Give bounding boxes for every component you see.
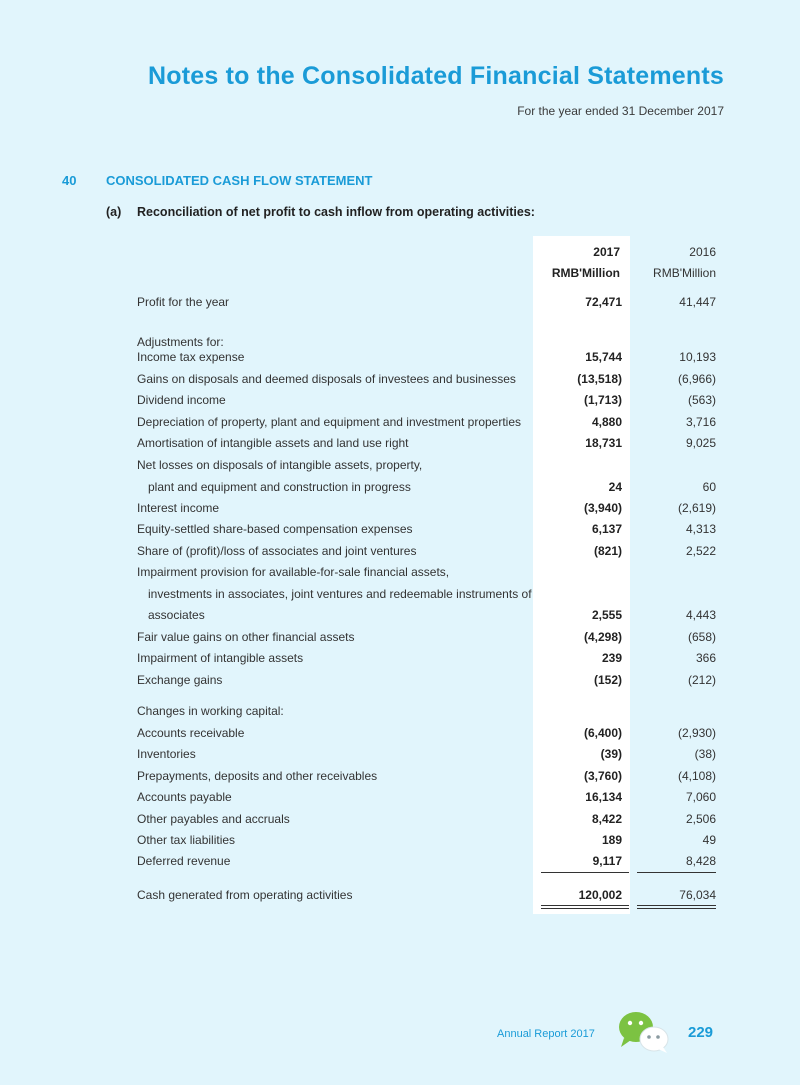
page-number: 229 xyxy=(688,1024,714,1041)
row-value-current: (3,940) xyxy=(583,501,622,515)
row-value-prior: (2,930) xyxy=(677,726,716,740)
table-row xyxy=(0,294,800,310)
row-value-prior: (4,108) xyxy=(677,769,716,783)
table-row xyxy=(0,672,800,688)
row-value-current: (6,400) xyxy=(583,726,622,740)
table-row xyxy=(0,607,800,623)
row-value-current: (152) xyxy=(593,673,622,687)
row-label: Profit for the year xyxy=(137,295,230,309)
row-value-current: 120,002 xyxy=(578,888,622,902)
row-value-current: (821) xyxy=(593,544,622,558)
row-value-current: (39) xyxy=(600,747,622,761)
row-value-prior: 2,506 xyxy=(685,812,716,826)
table-row xyxy=(0,500,800,516)
row-value-prior: (38) xyxy=(694,747,716,761)
row-value-current: 15,744 xyxy=(585,350,622,364)
row-value-prior: (563) xyxy=(687,393,716,407)
row-value-prior: 4,443 xyxy=(685,608,716,622)
section-title: CONSOLIDATED CASH FLOW STATEMENT xyxy=(106,173,373,188)
table-row xyxy=(0,414,800,430)
row-label: Interest income xyxy=(137,501,220,515)
row-value-prior: 8,428 xyxy=(685,854,716,868)
table-row xyxy=(0,564,800,580)
row-label: Prepayments, deposits and other receivables xyxy=(137,769,378,783)
row-value-current: 72,471 xyxy=(585,295,622,309)
row-label: Amortisation of intangible assets and land use right xyxy=(137,436,409,450)
row-label: Other payables and accruals xyxy=(137,812,290,826)
row-value-prior: (658) xyxy=(687,630,716,644)
row-label: Accounts payable xyxy=(137,790,232,804)
column-unit-current: RMB'Million xyxy=(551,266,620,280)
subtotal-rule-current xyxy=(541,872,629,873)
table-row xyxy=(0,725,800,741)
subtotal-rule-prior xyxy=(637,872,716,873)
row-label: associates xyxy=(148,608,205,622)
row-label: Share of (profit)/loss of associates and joint ventures xyxy=(137,544,417,558)
row-label: plant and equipment and construction in progress xyxy=(148,480,411,494)
row-value-current: (1,713) xyxy=(583,393,622,407)
table-row xyxy=(0,650,800,666)
table-row xyxy=(0,586,800,602)
row-value-prior: 7,060 xyxy=(685,790,716,804)
row-value-prior: (2,619) xyxy=(677,501,716,515)
table-row xyxy=(0,703,800,719)
table-row xyxy=(0,543,800,559)
column-year-prior: 2016 xyxy=(689,245,716,259)
row-value-current: (13,518) xyxy=(577,372,622,386)
total-double-rule-prior-b xyxy=(637,908,716,909)
row-label: investments in associates, joint ventures and redeemable instruments of xyxy=(148,587,532,601)
row-value-prior: (212) xyxy=(687,673,716,687)
row-label: Accounts receivable xyxy=(137,726,245,740)
row-label: Exchange gains xyxy=(137,673,223,687)
total-double-rule-current-b xyxy=(541,908,629,909)
row-value-prior: 2,522 xyxy=(685,544,716,558)
total-double-rule-prior-a xyxy=(637,905,716,906)
column-year-current: 2017 xyxy=(593,245,620,259)
row-value-prior: 76,034 xyxy=(679,888,716,902)
table-row xyxy=(0,887,800,903)
row-value-prior: 366 xyxy=(695,651,716,665)
table-row xyxy=(0,457,800,473)
total-double-rule-current-a xyxy=(541,905,629,906)
row-label: Depreciation of property, plant and equipment and investment properties xyxy=(137,415,522,429)
row-label: Fair value gains on other financial assets xyxy=(137,630,355,644)
table-row xyxy=(0,629,800,645)
row-label: Gains on disposals and deemed disposals of investees and businesses xyxy=(137,372,516,386)
table-row xyxy=(0,521,800,537)
row-value-prior: 49 xyxy=(702,833,716,847)
table-row xyxy=(0,811,800,827)
row-value-current: 2,555 xyxy=(591,608,622,622)
row-value-current: 24 xyxy=(608,480,622,494)
row-value-current: (3,760) xyxy=(583,769,622,783)
row-value-current: 6,137 xyxy=(591,522,622,536)
row-label: Net losses on disposals of intangible assets, property, xyxy=(137,458,423,472)
table-row xyxy=(0,479,800,495)
page-title: Notes to the Consolidated Financial Statements xyxy=(148,62,724,90)
row-label: Dividend income xyxy=(137,393,226,407)
table-row xyxy=(0,334,800,350)
table-row xyxy=(0,371,800,387)
row-value-prior: 9,025 xyxy=(685,436,716,450)
footer-report-name: Annual Report 2017 xyxy=(497,1028,595,1040)
row-value-prior: 10,193 xyxy=(679,350,716,364)
table-row xyxy=(0,746,800,762)
column-unit-prior: RMB'Million xyxy=(653,266,716,280)
row-label: Income tax expense xyxy=(137,350,245,364)
table-row xyxy=(0,435,800,451)
row-value-current: 239 xyxy=(601,651,622,665)
row-value-prior: 3,716 xyxy=(685,415,716,429)
table-row xyxy=(0,768,800,784)
row-label: Other tax liabilities xyxy=(137,833,236,847)
wechat-logo-icon xyxy=(614,1007,674,1055)
row-label: Changes in working capital: xyxy=(137,704,284,718)
row-value-current: 4,880 xyxy=(591,415,622,429)
row-label: Equity-settled share-based compensation expenses xyxy=(137,522,413,536)
row-value-prior: 41,447 xyxy=(679,295,716,309)
row-value-prior: (6,966) xyxy=(677,372,716,386)
row-value-current: 189 xyxy=(601,833,622,847)
row-label: Impairment of intangible assets xyxy=(137,651,304,665)
page-subtitle: For the year ended 31 December 2017 xyxy=(517,104,724,118)
table-row xyxy=(0,789,800,805)
row-label: Deferred revenue xyxy=(137,854,231,868)
row-label: Adjustments for: xyxy=(137,335,224,349)
table-row xyxy=(0,853,800,869)
table-row xyxy=(0,832,800,848)
row-value-prior: 4,313 xyxy=(685,522,716,536)
subsection-title: Reconciliation of net profit to cash inflow from operating activities: xyxy=(137,205,535,219)
row-value-current: (4,298) xyxy=(583,630,622,644)
row-label: Inventories xyxy=(137,747,196,761)
row-value-current: 16,134 xyxy=(585,790,622,804)
row-value-prior: 60 xyxy=(702,480,716,494)
row-label: Impairment provision for available-for-sale financial assets, xyxy=(137,565,450,579)
row-value-current: 18,731 xyxy=(585,436,622,450)
row-value-current: 8,422 xyxy=(591,812,622,826)
table-row xyxy=(0,392,800,408)
subsection-label: (a) xyxy=(106,205,122,219)
row-value-current: 9,117 xyxy=(592,854,622,868)
table-row xyxy=(0,349,800,365)
section-number: 40 xyxy=(62,173,77,188)
row-label: Cash generated from operating activities xyxy=(137,888,353,902)
